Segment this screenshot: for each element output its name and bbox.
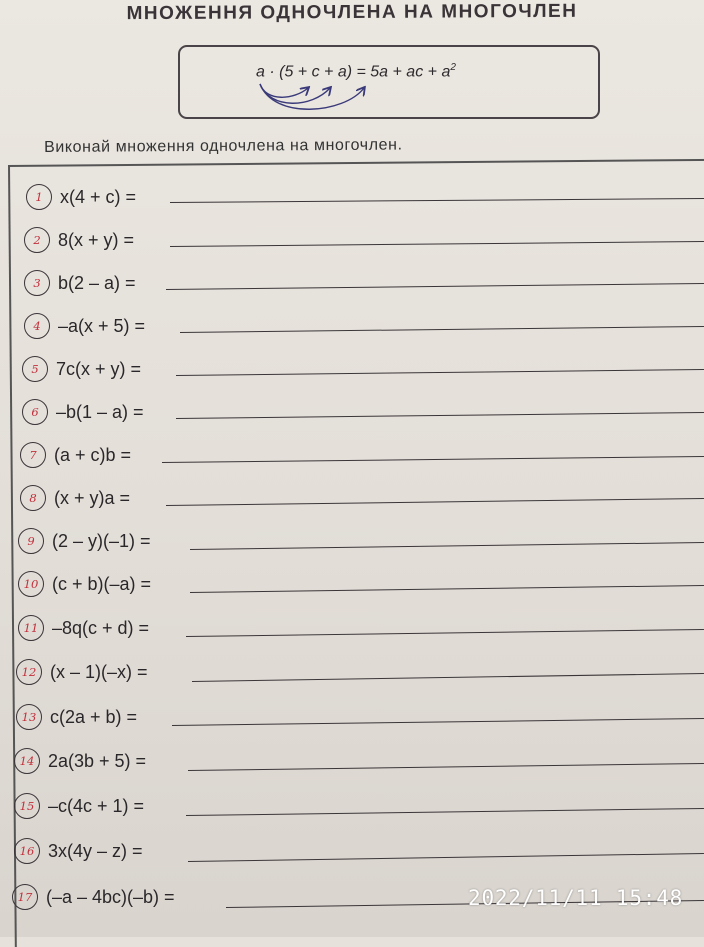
exercise-number: 14 (14, 748, 40, 774)
answer-line[interactable] (166, 283, 704, 290)
exercise-number: 12 (16, 659, 42, 685)
answer-line[interactable] (188, 853, 704, 862)
exercise-number: 13 (16, 704, 42, 730)
rule-formula-exponent: 2 (450, 62, 456, 73)
exercise-number: 10 (18, 571, 44, 597)
exercise-number: 17 (12, 884, 38, 910)
exercise-number: 9 (18, 528, 44, 554)
exercise-row (24, 309, 145, 343)
exercise-number: 15 (14, 793, 40, 819)
exercise-expression: 2a(3b + 5) = (48, 750, 147, 771)
exercise-number: 8 (20, 485, 46, 511)
exercise-row (14, 789, 144, 823)
exercise-expression: (2 – y)(–1) = (52, 530, 151, 551)
answer-line[interactable] (176, 369, 704, 376)
answer-line[interactable] (186, 629, 704, 637)
exercise-number: 7 (20, 442, 46, 468)
exercise-number: 2 (24, 227, 50, 253)
exercise-number: 4 (24, 313, 50, 339)
exercise-expression: 8(x + y) = (58, 229, 135, 250)
exercise-row (18, 567, 151, 601)
exercise-expression: b(2 – a) = (58, 272, 136, 293)
answer-line[interactable] (192, 673, 704, 682)
exercise-row (24, 266, 136, 300)
exercise-row (16, 700, 137, 734)
exercise-row (14, 834, 143, 868)
exercise-number: 6 (22, 399, 48, 425)
exercise-row (14, 744, 146, 778)
exercise-number: 1 (26, 184, 52, 210)
answer-line[interactable] (170, 198, 704, 203)
exercise-expression: c(2a + b) = (50, 706, 138, 727)
answer-line[interactable] (170, 241, 704, 247)
exercise-expression: –a(x + 5) = (58, 315, 146, 336)
exercise-row (18, 611, 149, 645)
exercise-row (20, 438, 131, 472)
answer-line[interactable] (172, 718, 704, 726)
rule-formula-text: a · (5 + c + a) = 5a + ac + a (256, 63, 451, 81)
answer-line[interactable] (180, 326, 704, 333)
photo-timestamp: 2022/11/11 15:48 (468, 886, 684, 910)
exercise-row (26, 180, 136, 214)
exercise-number: 11 (18, 615, 44, 641)
exercise-row (20, 481, 130, 515)
exercise-row (22, 395, 144, 429)
exercise-expression: (x – 1)(–x) = (50, 661, 148, 682)
exercise-number: 16 (14, 838, 40, 864)
exercise-expression: –8q(c + d) = (52, 617, 150, 638)
page-title: МНОЖЕННЯ ОДНОЧЛЕНА НА МНОГОЧЛЕН (126, 0, 578, 25)
answer-line[interactable] (162, 456, 704, 463)
exercise-expression: (c + b)(–a) = (52, 573, 152, 594)
exercise-expression: –b(1 – a) = (56, 401, 144, 422)
exercise-number: 3 (24, 270, 50, 296)
exercise-row (24, 223, 134, 257)
exercise-expression: (–a – 4bc)(–b) = (46, 886, 175, 907)
exercise-expression: x(4 + c) = (60, 186, 137, 207)
answer-line[interactable] (188, 763, 704, 771)
answer-line[interactable] (190, 585, 704, 593)
exercise-expression: 3x(4y – z) = (48, 840, 143, 861)
answer-line[interactable] (190, 542, 704, 550)
exercise-expression: 7c(x + y) = (56, 358, 142, 379)
answer-line[interactable] (176, 412, 704, 419)
answer-line[interactable] (166, 498, 704, 506)
exercise-row (12, 880, 175, 914)
task-instruction: Виконай множення одночлена на многочлен. (44, 136, 403, 156)
exercise-expression: –c(4c + 1) = (48, 795, 145, 816)
exercise-expression: (a + c)b = (54, 444, 132, 465)
exercise-expression: (x + y)a = (54, 487, 131, 508)
answer-line[interactable] (186, 808, 704, 816)
exercise-number: 5 (22, 356, 48, 382)
exercise-row (16, 655, 148, 689)
exercise-row (22, 352, 141, 386)
exercise-row (18, 524, 151, 558)
